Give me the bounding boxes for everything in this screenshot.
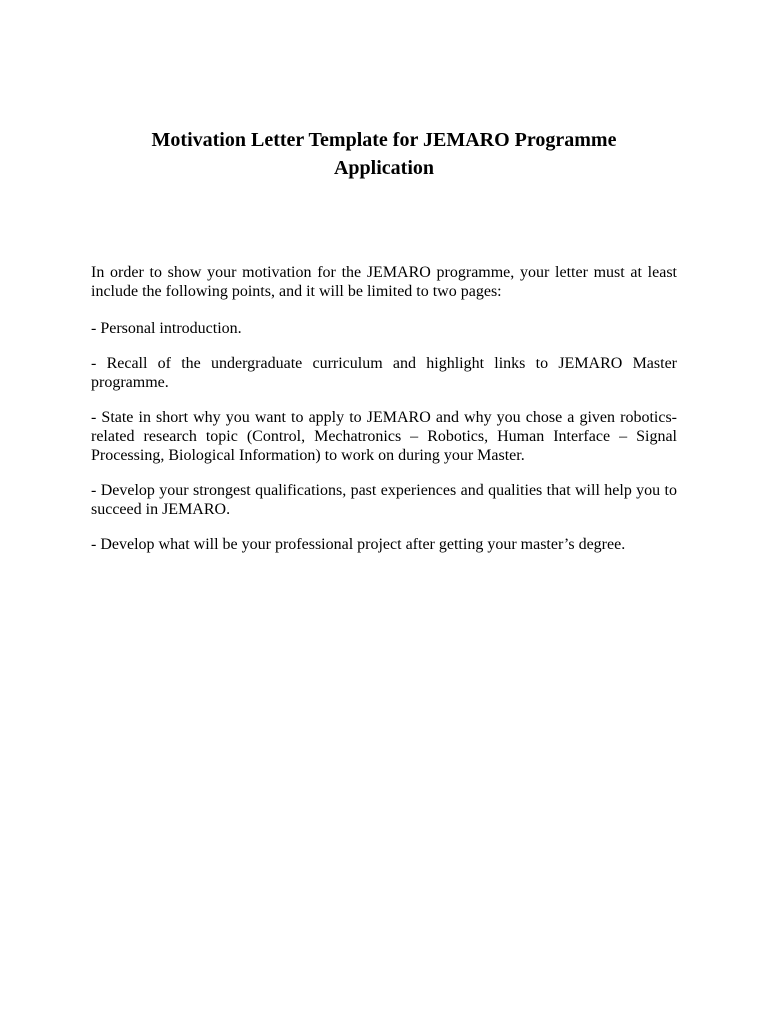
point-undergraduate-curriculum: - Recall of the undergraduate curriculum and highlight links to JEMARO Master programme. [91,355,677,391]
title-line-2: Application [333,157,435,179]
point-why-jemaro: - State in short why you want to apply to JEMARO and why you chose a given robotics-related research topic (Control, Mechatronics – Robotics, Human Interface – Signal Processing, Biological Information) to work on during your Master. [91,409,677,464]
point-professional-project: - Develop what will be your professional project after getting your master’s degree. [91,536,626,553]
document-body [91,263,677,570]
title-line-1: Motivation Letter Template for JEMARO Programme [151,129,617,151]
point-qualifications: - Develop your strongest qualifications, past experiences and qualities that will help you to succeed in JEMARO. [91,482,677,518]
point-personal-introduction: - Personal introduction. [91,320,242,337]
document-title [60,126,708,182]
intro-paragraph: In order to show your motivation for the JEMARO programme, your letter must at least include the following points, and it will be limited to two pages: [91,264,677,300]
